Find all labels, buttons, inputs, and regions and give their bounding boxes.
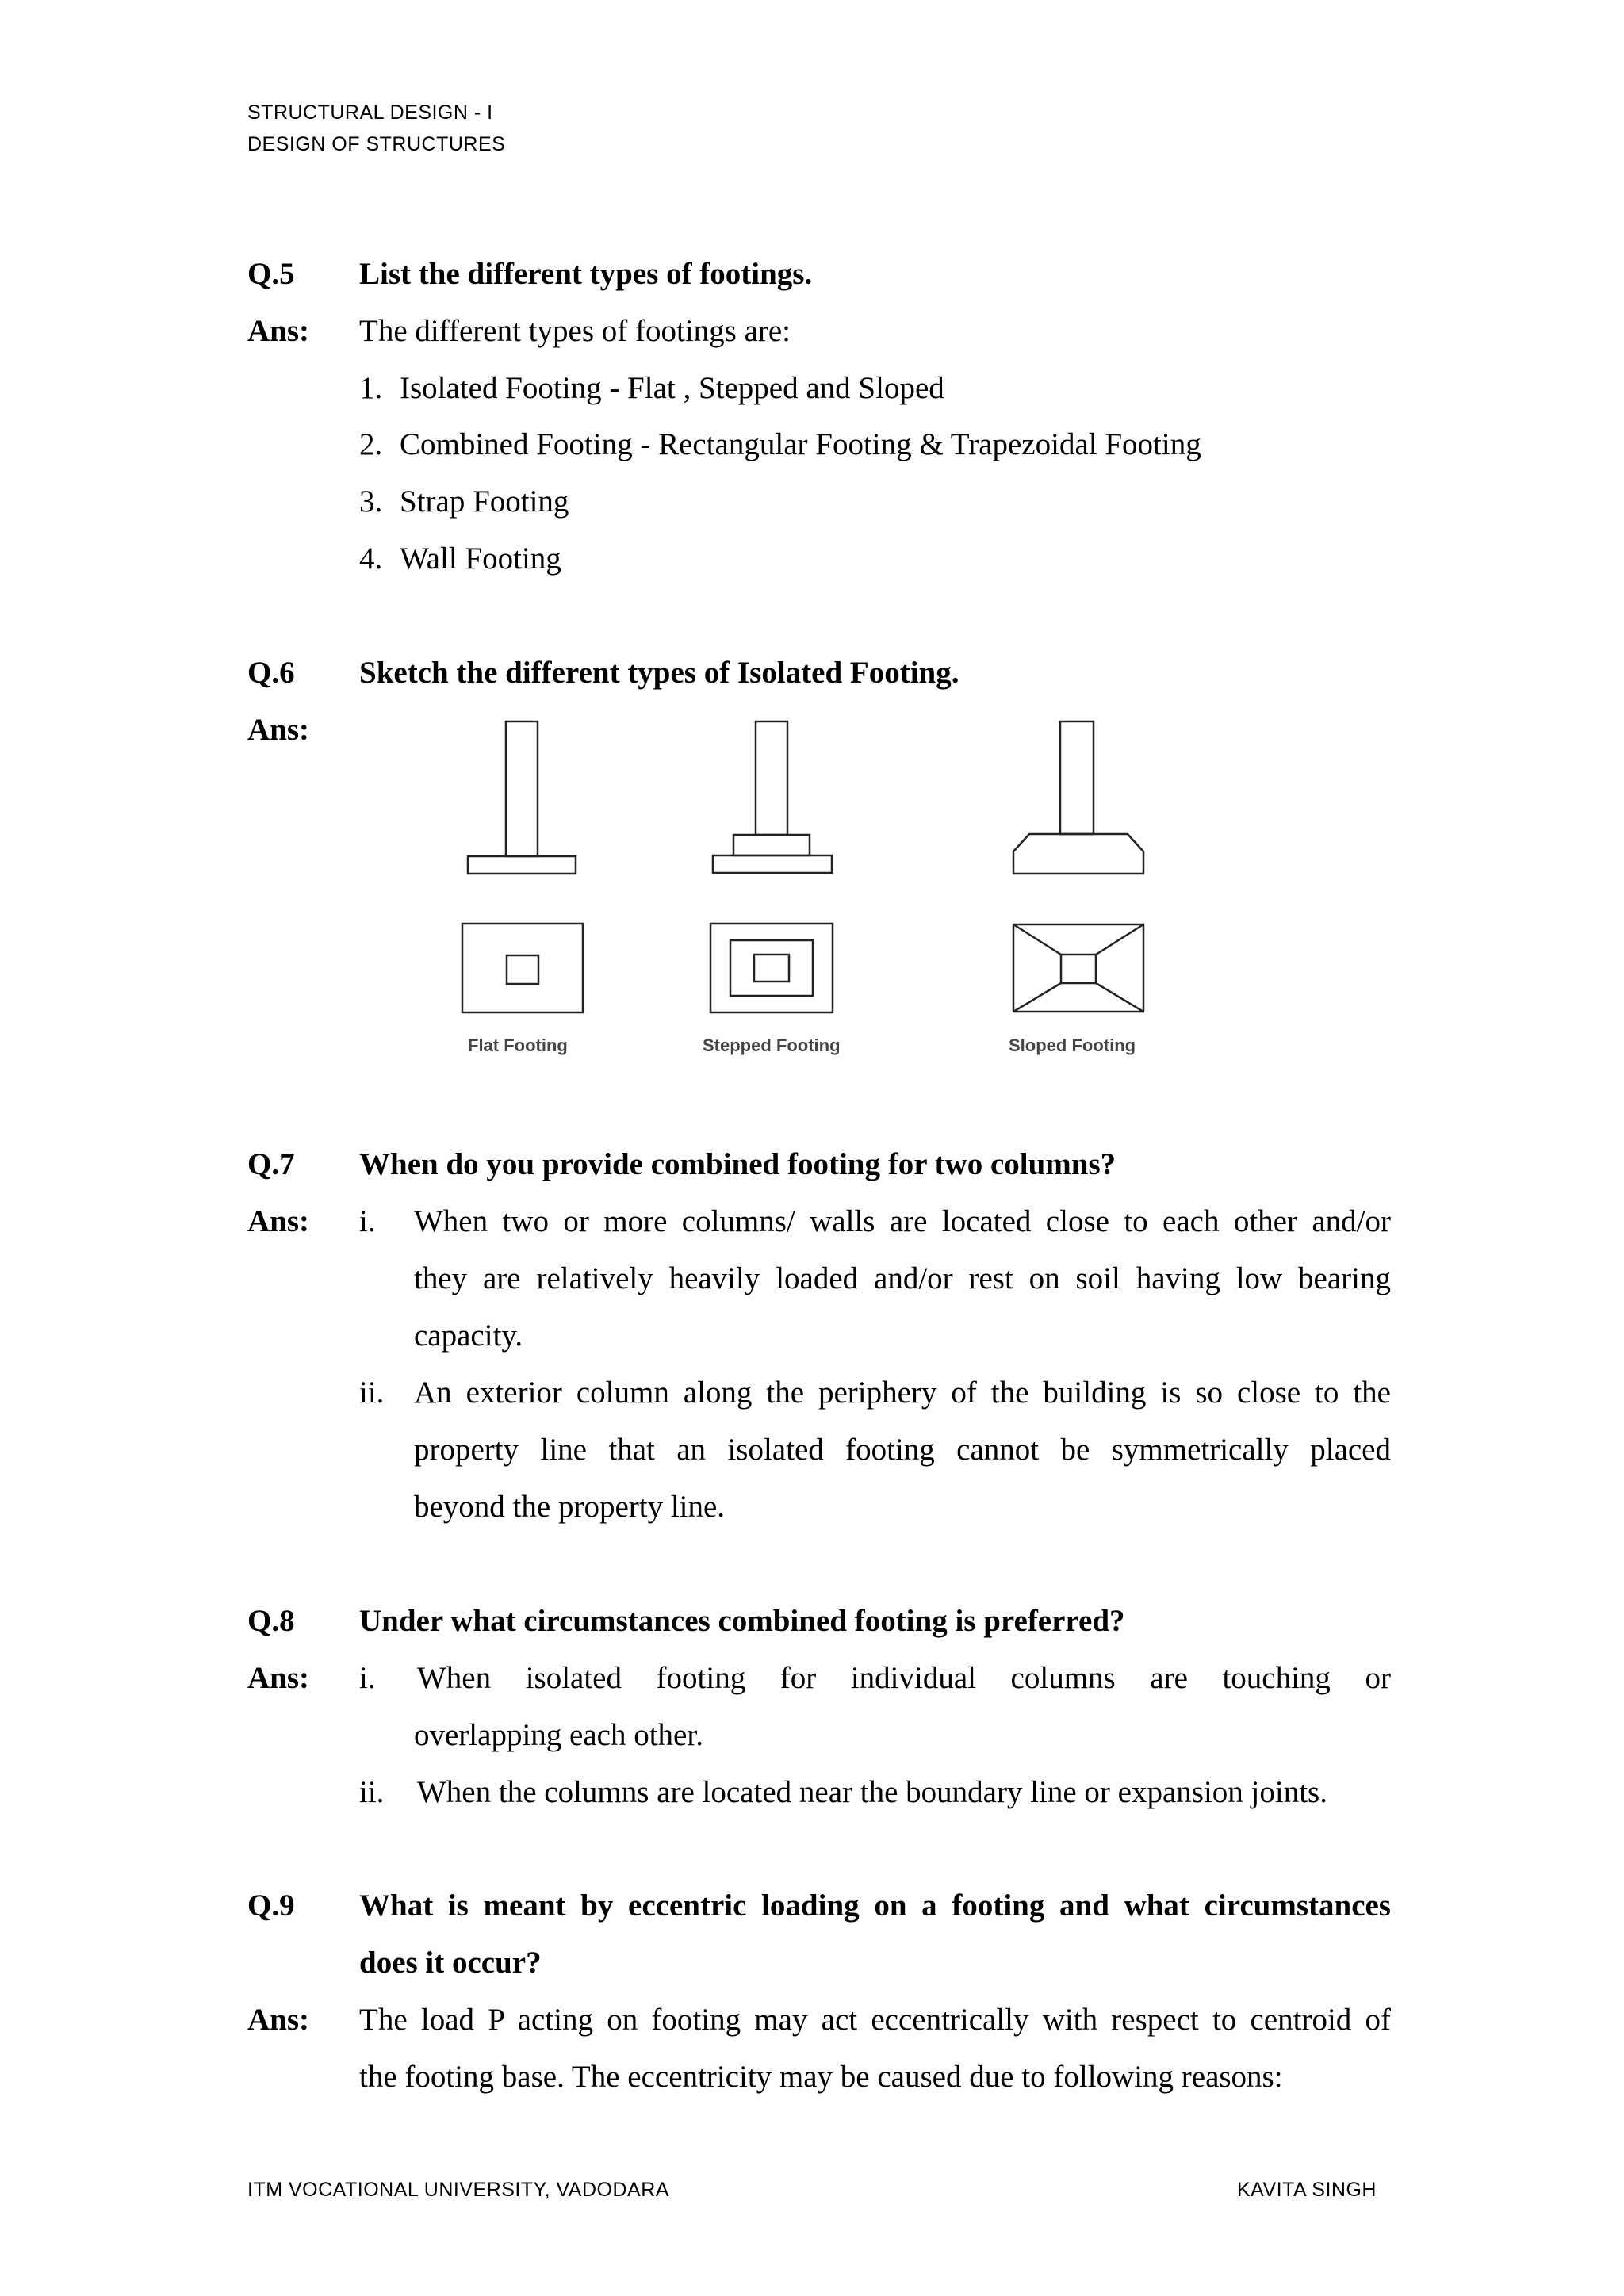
footer-institution: ITM VOCATIONAL UNIVERSITY, VADODARA [247, 2179, 669, 2201]
flat-footing-caption: Flat Footing [468, 1035, 568, 1055]
q5-intro: The different types of footings are: [359, 314, 791, 348]
q8-question: Under what circumstances combined footing is preferred? [359, 1604, 1125, 1638]
q8-item-line: When the columns are located near the boundary line or expansion joints. [417, 1775, 1327, 1809]
q5-item-num: 4. [359, 541, 383, 576]
q6-question: Sketch the different types of Isolated Footing. [359, 656, 959, 690]
q5-item-text: Strap Footing [400, 484, 569, 519]
q9-number: Q.9 [247, 1888, 295, 1923]
flat-footing-diagram [452, 714, 595, 1023]
q9-question-line: does it occur? [359, 1946, 542, 1980]
q7-item-line: An exterior column along the periphery of the building is so close to the [414, 1376, 1391, 1410]
q5-item-text: Combined Footing - Rectangular Footing & Trapezoidal Footing [400, 427, 1201, 461]
q7-ans-label: Ans: [247, 1204, 310, 1238]
q5-item-num: 2. [359, 427, 383, 461]
q7-item-line: When two or more columns/ walls are located close to each other and/or [414, 1204, 1391, 1238]
q5-item-num: 1. [359, 371, 383, 405]
header-subject: STRUCTURAL DESIGN - I [247, 101, 493, 124]
q8-ans-label: Ans: [247, 1661, 310, 1695]
q9-ans-label: Ans: [247, 2003, 310, 2037]
q6-ans-label: Ans: [247, 713, 310, 747]
q8-number: Q.8 [247, 1604, 295, 1638]
q5-number: Q.5 [247, 257, 295, 291]
q8-item-line: overlapping each other. [414, 1718, 703, 1752]
sloped-footing-caption: Sloped Footing [1009, 1035, 1136, 1055]
q7-item-line: beyond the property line. [414, 1490, 726, 1524]
q9-answer-line: The load P acting on footing may act eccentrically with respect to centroid of [359, 2003, 1391, 2037]
q8-item-line: When isolated footing for individual columns are touching or [417, 1661, 1391, 1695]
q5-item-text: Wall Footing [400, 541, 561, 576]
footer-author: KAVITA SINGH [1237, 2179, 1377, 2201]
q9-answer-line: the footing base. The eccentricity may be caused due to following reasons: [359, 2060, 1283, 2094]
q6-number: Q.6 [247, 656, 295, 690]
q5-item-text: Isolated Footing - Flat , Stepped and Sloped [400, 371, 944, 405]
q5-question: List the different types of footings. [359, 257, 813, 291]
q9-question-line: What is meant by eccentric loading on a footing and what circumstances [359, 1888, 1391, 1923]
q5-ans-label: Ans: [247, 314, 310, 348]
q7-question: When do you provide combined footing for two columns? [359, 1147, 1116, 1181]
q8-item-num: i. [359, 1661, 376, 1695]
q7-item-line: property line that an isolated footing cannot be symmetrically placed [414, 1433, 1391, 1467]
q7-number: Q.7 [247, 1147, 295, 1181]
q7-item-line: they are relatively heavily loaded and/or rest on soil having low bearing [414, 1261, 1391, 1295]
q7-item-line: capacity. [414, 1318, 523, 1353]
q8-item-num: ii. [359, 1775, 385, 1809]
stepped-footing-diagram [701, 714, 844, 1023]
q7-item-num: ii. [359, 1376, 385, 1410]
sloped-footing-diagram [1007, 714, 1150, 1023]
stepped-footing-caption: Stepped Footing [703, 1035, 841, 1055]
q7-item-num: i. [359, 1204, 376, 1238]
q5-item-num: 3. [359, 484, 383, 519]
header-topic: DESIGN OF STRUCTURES [247, 133, 506, 155]
